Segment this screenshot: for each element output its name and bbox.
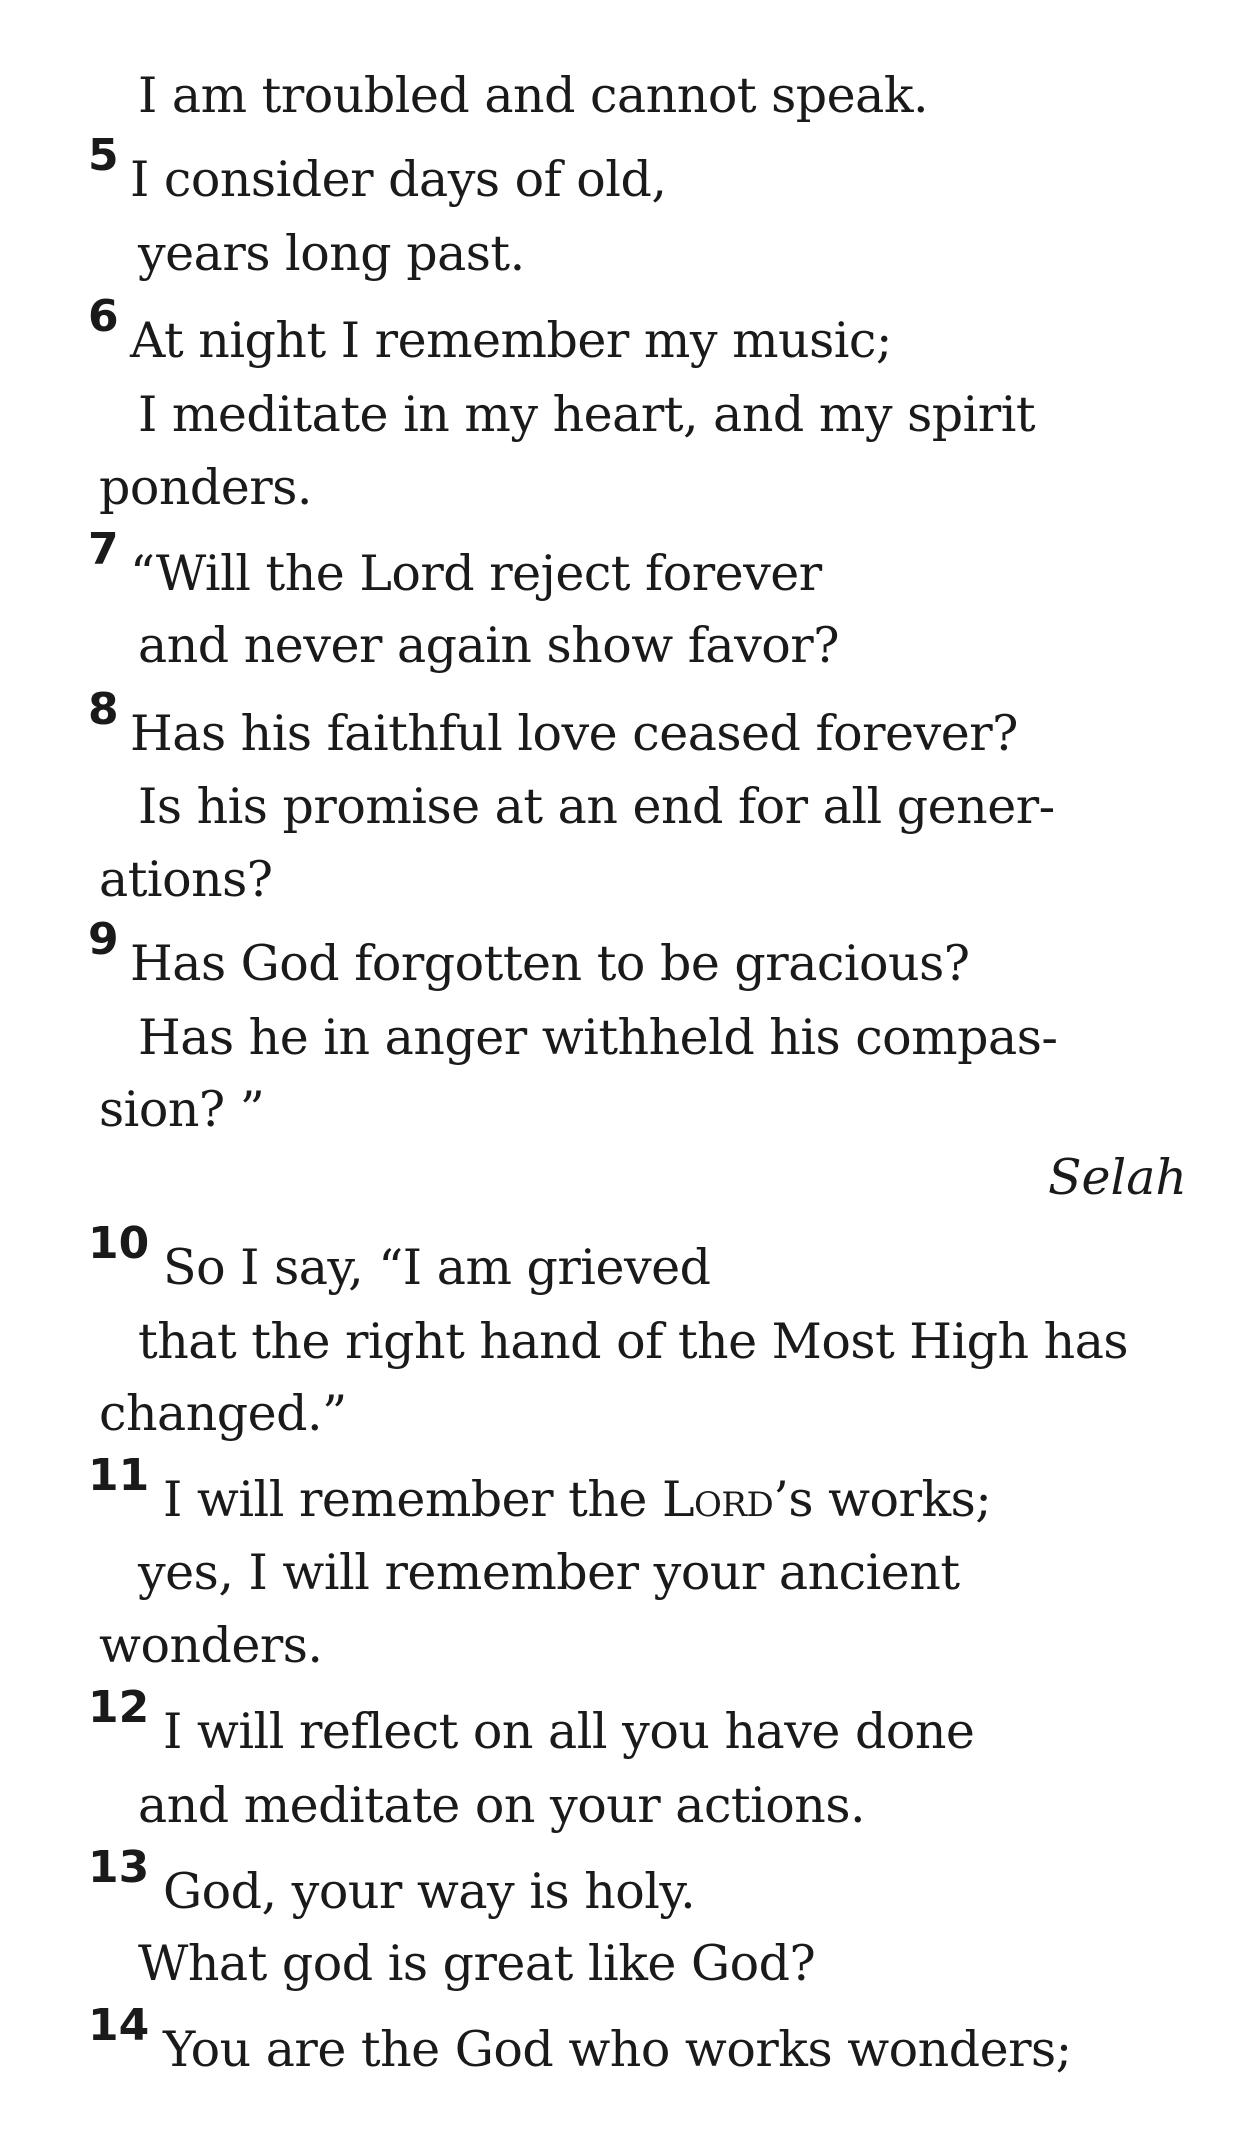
verse-text: Has his faithful love ceased forever?	[130, 705, 1018, 762]
verse-text: What god is great like God?	[138, 1935, 816, 1992]
verse-number: 6	[88, 291, 119, 342]
verse-text: You are the God who works wonders;	[163, 2021, 1072, 2078]
verse-4-line: I am troubled and cannot speak.	[138, 67, 929, 124]
verse-text: God, your way is holy.	[163, 1863, 696, 1920]
verse-text-part: ’s works;	[773, 1471, 992, 1528]
verse-number: 13	[88, 1842, 150, 1893]
verse-text: I meditate in my heart, and my spirit	[138, 386, 1036, 443]
verse-text: wonders.	[99, 1617, 323, 1674]
verse-number: 5	[88, 130, 119, 181]
verse-text: I will reflect on all you have done	[163, 1703, 975, 1760]
verse-number: 11	[88, 1450, 150, 1501]
verse-text: ponders.	[99, 459, 312, 516]
verse-text: yes, I will remember your ancient	[138, 1544, 960, 1601]
selah-marker: Selah	[1047, 1149, 1187, 1206]
verse-text	[163, 1470, 991, 1530]
verse-text: Is his promise at an end for all gener-	[138, 778, 1055, 835]
verse-number: 7	[88, 524, 119, 575]
verse-number: 10	[88, 1218, 150, 1269]
verse-text: At night I remember my music;	[130, 312, 892, 369]
verse-text: and meditate on your actions.	[138, 1777, 866, 1834]
verse-text: Has God forgotten to be gracious?	[130, 935, 970, 992]
verse-text: that the right hand of the Most High has	[138, 1313, 1129, 1370]
verse-text: Has he in anger withheld his compas-	[138, 1009, 1058, 1066]
verse-text: So I say, “I am grieved	[163, 1239, 711, 1296]
verse-text: I consider days of old,	[130, 151, 667, 208]
divine-name: Lord	[662, 1471, 774, 1528]
verse-text: “Will the Lord reject forever	[130, 545, 822, 602]
verse-number: 14	[88, 2000, 150, 2051]
verse-text: years long past.	[138, 225, 525, 282]
verse-number: 9	[88, 914, 119, 965]
verse-number: 8	[88, 684, 119, 735]
verse-text: and never again show favor?	[138, 617, 839, 674]
verse-number: 12	[88, 1682, 150, 1733]
verse-text: changed.”	[99, 1385, 347, 1442]
verse-text: sion? ”	[99, 1081, 265, 1138]
verse-text: ations?	[99, 851, 273, 908]
verse-text-part: I will remember the	[163, 1471, 662, 1528]
